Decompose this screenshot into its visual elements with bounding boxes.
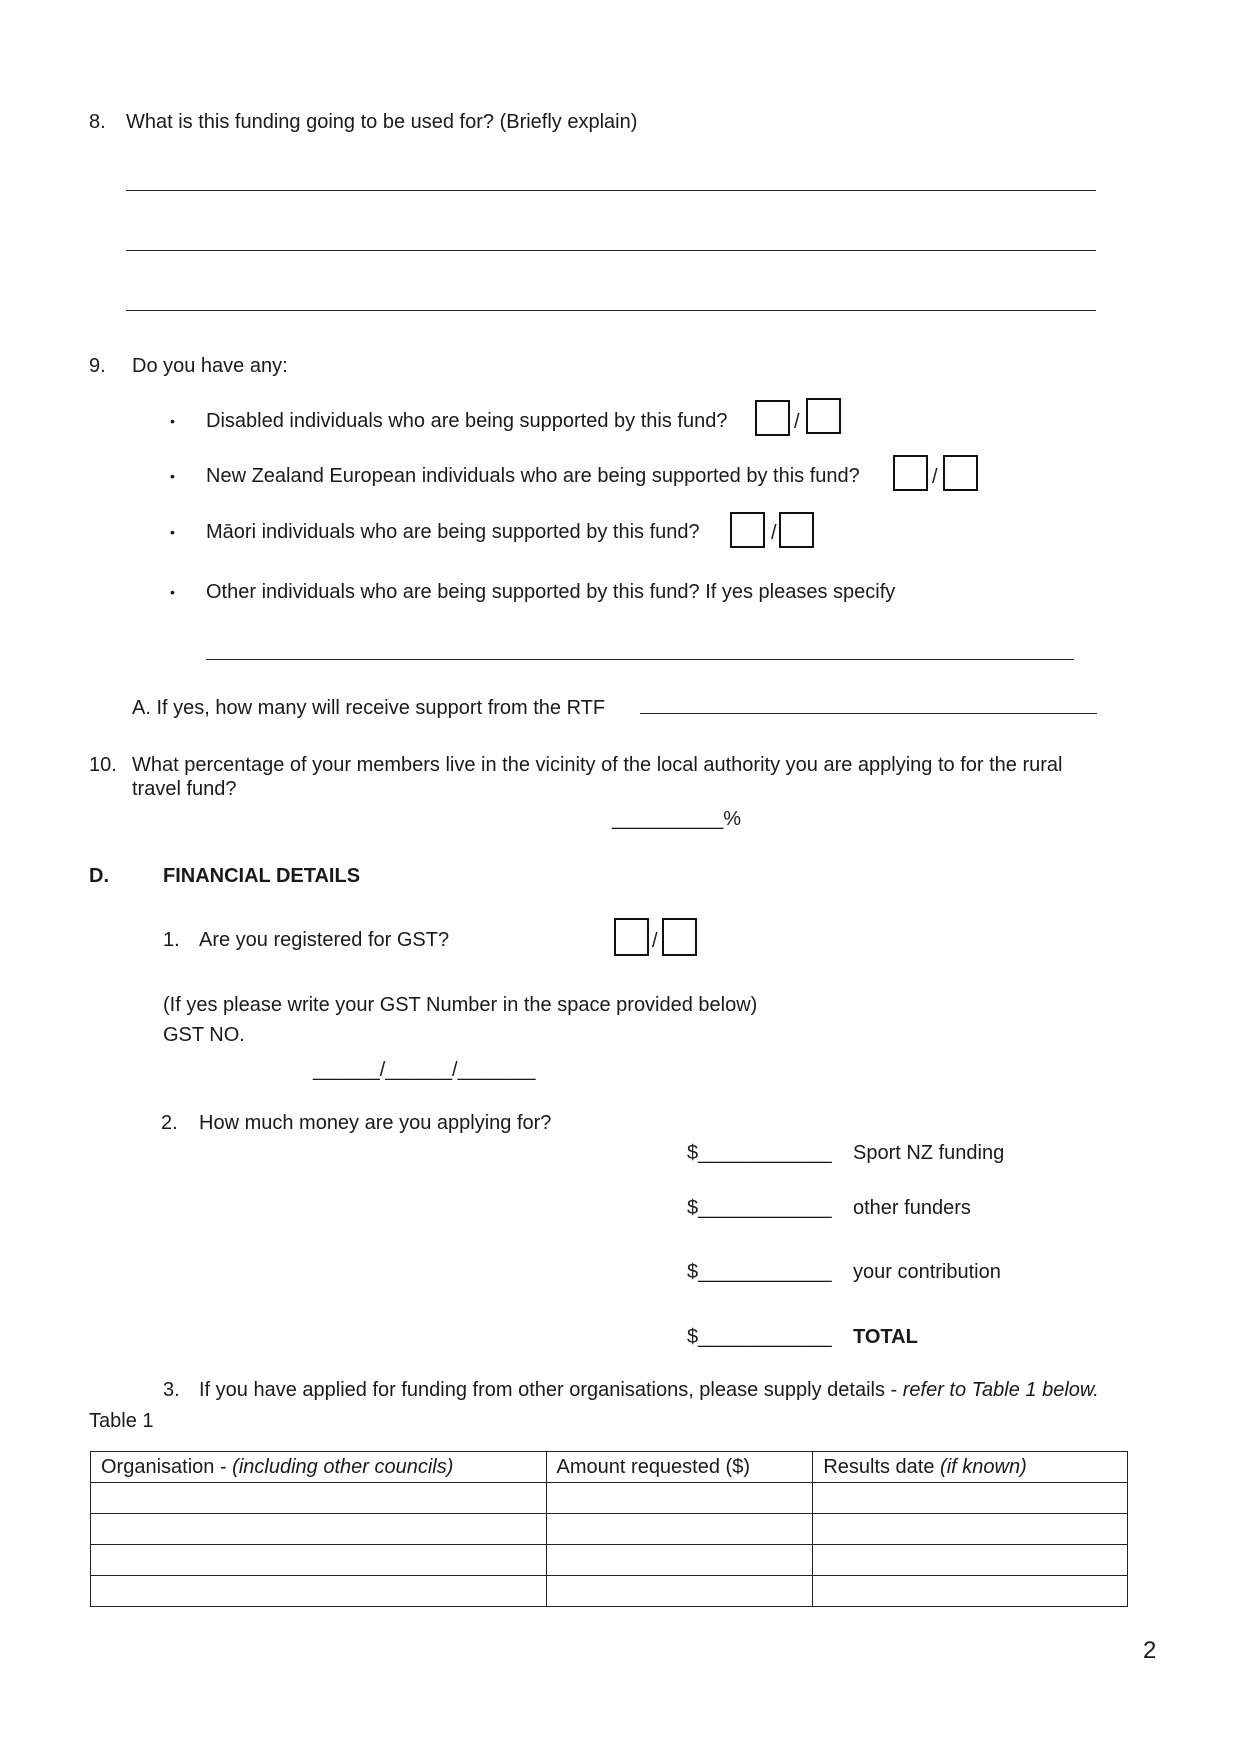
- contribution-amount-field[interactable]: $____________: [687, 1261, 832, 1283]
- q9-number: 9.: [89, 355, 106, 377]
- header-amount: [546, 1452, 813, 1483]
- gst-yes-checkbox[interactable]: [614, 918, 649, 956]
- d3-question-text: If you have applied for funding from other organisations, please supply details -: [199, 1379, 903, 1401]
- q9-how-many-line[interactable]: [640, 713, 1097, 714]
- table-cell[interactable]: [546, 1576, 813, 1607]
- table-cell[interactable]: [813, 1545, 1128, 1576]
- q8-question: What is this funding going to be used for? (Briefly explain): [126, 111, 638, 133]
- header-results-date-note: (if known): [940, 1456, 1027, 1478]
- d3-number: 3.: [163, 1379, 180, 1401]
- header-results-date: [813, 1452, 1128, 1483]
- table-cell[interactable]: [546, 1545, 813, 1576]
- total-amount-field[interactable]: $____________: [687, 1326, 832, 1348]
- q8-answer-line-2[interactable]: [126, 250, 1096, 251]
- gst-no-checkbox[interactable]: [662, 918, 697, 956]
- sport-nz-label: Sport NZ funding: [853, 1142, 1005, 1164]
- nz-european-slash: /: [932, 466, 938, 488]
- d3-question-reference: refer to Table 1 below.: [902, 1379, 1099, 1401]
- disabled-yes-checkbox[interactable]: [755, 400, 790, 436]
- q9-other-specify-line[interactable]: [206, 659, 1074, 660]
- other-funders-amount-field[interactable]: $____________: [687, 1197, 832, 1219]
- bullet-icon: •: [170, 524, 175, 540]
- q10-question-line-1: What percentage of your members live in the vicinity of the local authority you are applying to for the rural: [132, 754, 1063, 776]
- section-d-letter: D.: [89, 865, 109, 887]
- nz-european-yes-checkbox[interactable]: [893, 455, 928, 491]
- maori-yes-checkbox[interactable]: [730, 512, 765, 548]
- gst-number-field[interactable]: ______/______/_______: [313, 1059, 536, 1081]
- bullet-icon: •: [170, 584, 175, 600]
- q8-answer-line-1[interactable]: [126, 190, 1096, 191]
- table-cell[interactable]: [546, 1483, 813, 1514]
- d1-question: Are you registered for GST?: [199, 929, 450, 951]
- page-number: 2: [1143, 1637, 1157, 1664]
- maori-slash: /: [771, 522, 777, 544]
- bullet-icon: •: [170, 468, 175, 484]
- table-cell[interactable]: [813, 1514, 1128, 1545]
- table-cell[interactable]: [813, 1483, 1128, 1514]
- q9-question: Do you have any:: [132, 355, 288, 377]
- d1-number: 1.: [163, 929, 180, 951]
- funding-table: [90, 1451, 1128, 1607]
- q9-item-maori: Māori individuals who are being supported by this fund?: [206, 521, 700, 543]
- table-row: [91, 1514, 1128, 1545]
- section-d-title: FINANCIAL DETAILS: [163, 865, 361, 887]
- header-organisation: [91, 1452, 547, 1483]
- gst-label: GST NO.: [163, 1024, 245, 1046]
- table-cell[interactable]: [813, 1576, 1128, 1607]
- table-cell[interactable]: [546, 1514, 813, 1545]
- q10-number: 10.: [89, 754, 117, 776]
- table-row: [91, 1576, 1128, 1607]
- table-cell[interactable]: [91, 1576, 547, 1607]
- disabled-slash: /: [794, 411, 800, 433]
- table-caption: Table 1: [89, 1410, 154, 1432]
- q10-percent-field[interactable]: __________%: [612, 808, 742, 830]
- q10-question-line-2: travel fund?: [132, 778, 237, 800]
- header-results-date-text: Results date: [823, 1456, 941, 1478]
- q9-item-disabled: Disabled individuals who are being supported by this fund?: [206, 410, 728, 432]
- table-cell[interactable]: [91, 1545, 547, 1576]
- total-label: TOTAL: [853, 1326, 918, 1348]
- contribution-label: your contribution: [853, 1261, 1001, 1283]
- table-header-row: [91, 1452, 1128, 1483]
- table-cell[interactable]: [91, 1483, 547, 1514]
- q9-item-nz-european: New Zealand European individuals who are being supported by this fund?: [206, 465, 860, 487]
- d2-number: 2.: [161, 1112, 178, 1134]
- q9-sub-a: A. If yes, how many will receive support from the RTF: [132, 697, 606, 719]
- d3-question: [199, 1378, 1099, 1402]
- q8-answer-line-3[interactable]: [126, 310, 1096, 311]
- q9-item-other: Other individuals who are being supported by this fund? If yes pleases specify: [206, 581, 896, 603]
- header-organisation-text: Organisation -: [101, 1456, 233, 1478]
- gst-slash: /: [652, 930, 658, 952]
- d2-question: How much money are you applying for?: [199, 1112, 552, 1134]
- nz-european-no-checkbox[interactable]: [943, 455, 978, 491]
- table-row: [91, 1545, 1128, 1576]
- header-organisation-note: (including other councils): [232, 1456, 454, 1478]
- maori-no-checkbox[interactable]: [779, 512, 814, 548]
- gst-note: (If yes please write your GST Number in the space provided below): [163, 994, 758, 1016]
- other-funders-label: other funders: [853, 1197, 971, 1219]
- bullet-icon: •: [170, 413, 175, 429]
- table-cell[interactable]: [91, 1514, 547, 1545]
- sport-nz-amount-field[interactable]: $____________: [687, 1142, 832, 1164]
- disabled-no-checkbox[interactable]: [806, 398, 841, 434]
- table-row: [91, 1483, 1128, 1514]
- header-amount-text: Amount requested ($): [556, 1456, 750, 1478]
- q8-number: 8.: [89, 111, 106, 133]
